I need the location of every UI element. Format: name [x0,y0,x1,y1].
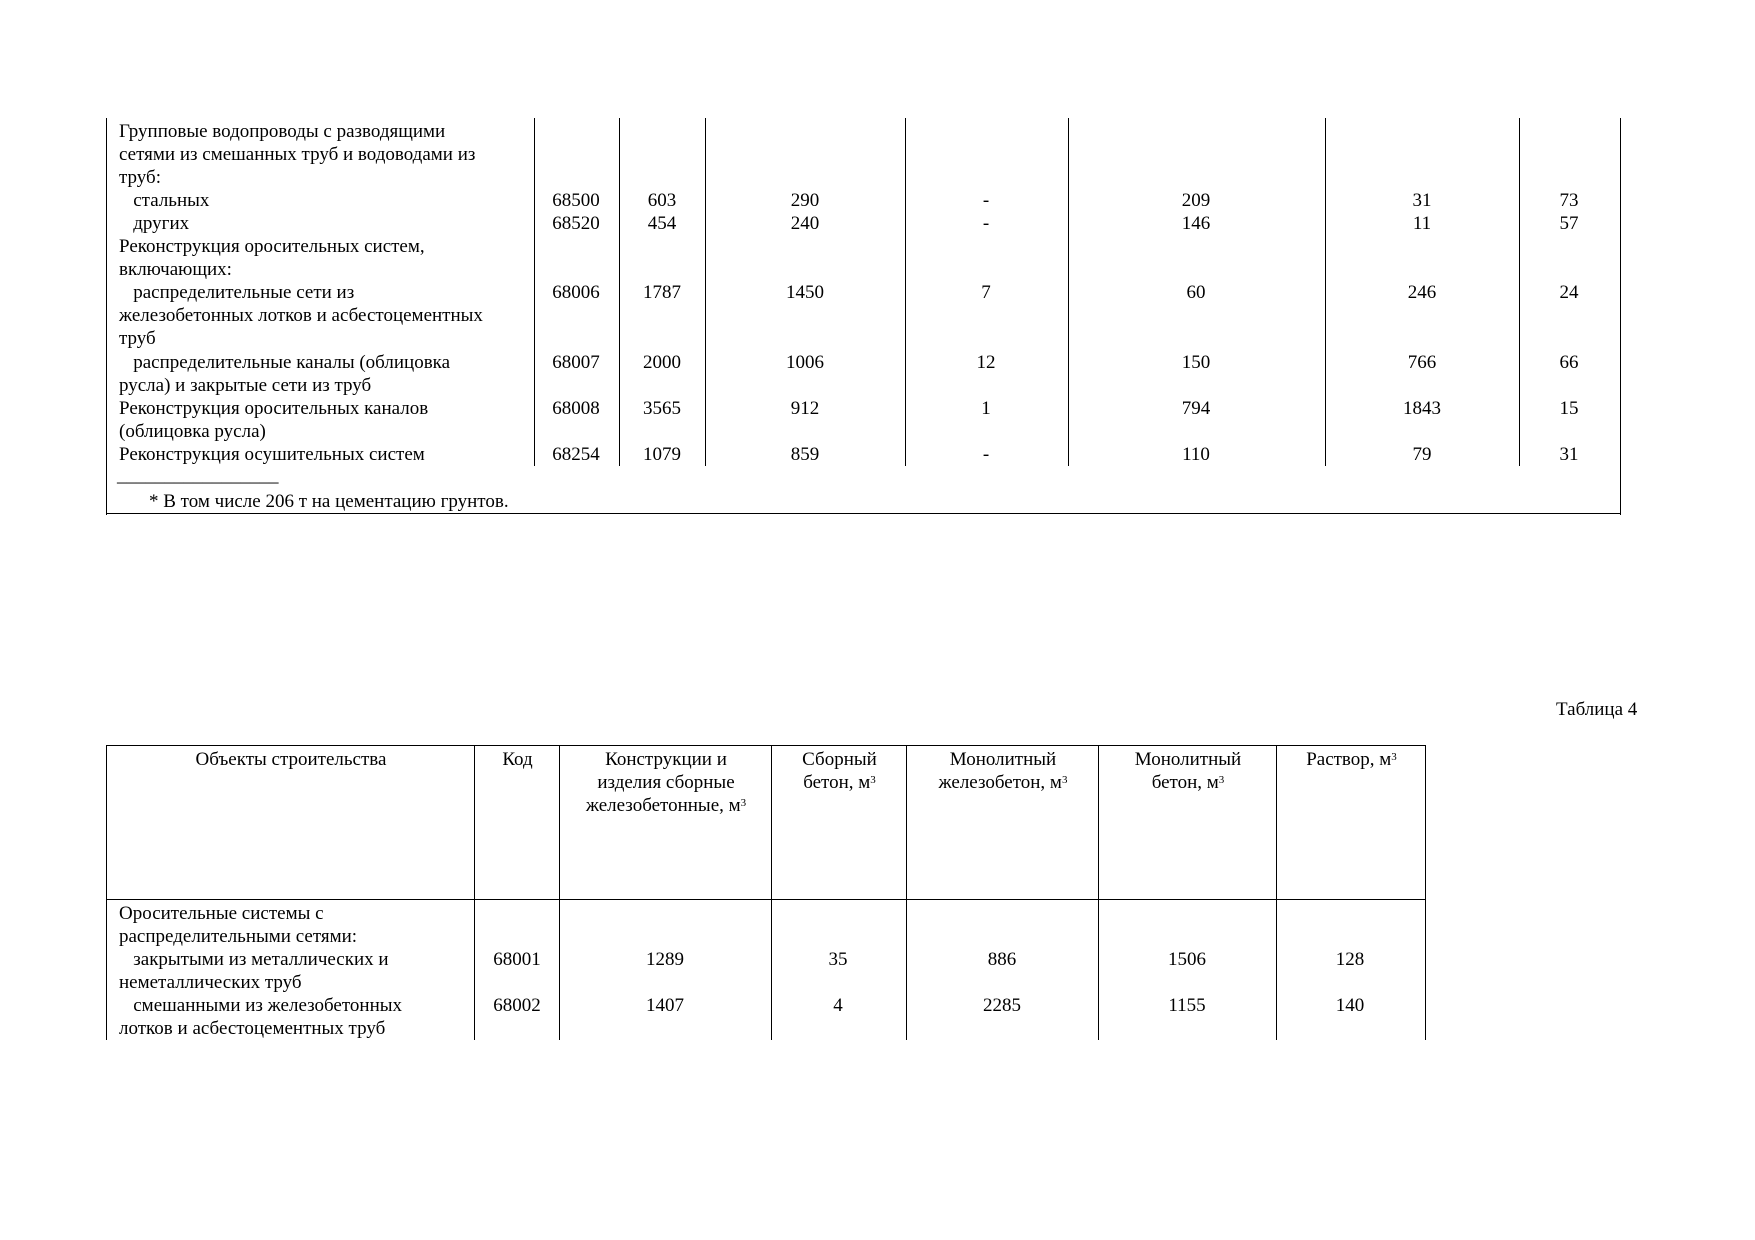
cell-value: 886 [987,949,1017,970]
cell-value: 79 [1412,444,1432,465]
row-label: распределительные сети из железобетонных лотков и асбестоцементных труб [119,282,483,349]
cell-code: 68001 [493,949,541,970]
table-border-bottom [106,513,1621,514]
cell-value: - [982,444,990,465]
cell-value: 859 [790,444,820,465]
cell-value: 73 [1559,190,1579,211]
cell-value: 1407 [646,995,684,1016]
column-divider [619,118,620,466]
header-mortar: Раствор, $м^3$ [1306,749,1397,770]
cell-value: 209 [1181,190,1211,211]
cell-value: 4 [833,995,843,1016]
cell-value: 146 [1181,213,1211,234]
header-objects: Объекты строительства [195,749,387,770]
column-divider [771,745,772,1040]
column-divider [1276,745,1277,1040]
cell-value: 240 [790,213,820,234]
table-border-right [1425,745,1426,1040]
row-label: Реконструкция оросительных каналов (облицовка русла) [119,398,429,442]
cell-value: 1450 [786,282,824,303]
cell-value: 1155 [1168,995,1206,1016]
cell-code: 68500 [552,190,600,211]
cell-value: - [982,190,990,211]
cell-code: 68007 [552,352,600,373]
cell-value: 110 [1182,444,1210,465]
row-label: Оросительные системы с распределительными сетями: [119,903,358,947]
column-divider [559,745,560,1040]
column-divider [534,118,535,466]
header-precast-structures: Конструкции и изделия сборные железобетонные, $м^3$ [585,749,747,816]
cell-value: 12 [976,352,996,373]
column-divider [1325,118,1326,466]
cell-value: 794 [1181,398,1211,419]
cell-value: 15 [1559,398,1579,419]
row-label: других [119,213,190,234]
column-divider [474,745,475,1040]
cell-value: 454 [647,213,677,234]
row-label: Реконструкция оросительных систем, включающих: [119,236,425,280]
cell-value: 766 [1407,352,1437,373]
column-divider [905,118,906,466]
cell-code: 68008 [552,398,600,419]
table-border-right [1620,118,1621,515]
cell-value: 246 [1407,282,1437,303]
cell-value: 603 [647,190,677,211]
cell-value: 290 [790,190,820,211]
footnote-separator: _________________ [117,465,279,486]
header-monolithic-concrete: Монолитный бетон, $м^3$ [1134,749,1242,793]
cell-value: 1079 [643,444,681,465]
row-label: Групповые водопроводы с разводящими сетями из смешанных труб и водоводами из труб: [119,121,476,188]
table-border-left [106,118,107,515]
column-divider [705,118,706,466]
cell-value: 140 [1335,995,1365,1016]
cell-value: 1006 [786,352,824,373]
header-monolithic-reinforced: Монолитный железобетон, $м^3$ [938,749,1068,793]
row-label: закрытыми из металлических и неметаллических труб [119,949,389,993]
cell-value: 24 [1559,282,1579,303]
cell-code: 68006 [552,282,600,303]
column-divider [1098,745,1099,1040]
table-caption: Таблица 4 [1556,699,1638,720]
row-label: Реконструкция осушительных систем [119,444,425,465]
header-precast-concrete: Сборный бетон, $м^3$ [802,749,877,793]
cell-value: 912 [790,398,820,419]
cell-value: 35 [828,949,848,970]
cell-code: 68254 [552,444,600,465]
cell-value: 60 [1186,282,1206,303]
table-border-left [106,745,107,1040]
cell-value: 1787 [643,282,681,303]
cell-value: 31 [1412,190,1432,211]
cell-code: 68002 [493,995,541,1016]
cell-value: 2285 [983,995,1021,1016]
cell-value: - [982,213,990,234]
cell-value: 1843 [1403,398,1441,419]
cell-value: 1289 [646,949,684,970]
cell-value: 7 [981,282,991,303]
cell-value: 1506 [1168,949,1206,970]
cell-value: 1 [981,398,991,419]
header-divider [106,899,1426,900]
cell-value: 128 [1335,949,1365,970]
row-label: смешанными из железобетонных лотков и асбестоцементных труб [119,995,403,1039]
cell-value: 31 [1559,444,1579,465]
cell-value: 3565 [643,398,681,419]
row-label: стальных [119,190,210,211]
cell-value: 2000 [643,352,681,373]
row-label: распределительные каналы (облицовка русла) и закрытые сети из труб [119,352,451,396]
header-code: Код [502,749,533,770]
table-border-top [106,745,1426,746]
column-divider [906,745,907,1040]
column-divider [1519,118,1520,466]
cell-code: 68520 [552,213,600,234]
cell-value: 11 [1412,213,1432,234]
column-divider [1068,118,1069,466]
cell-value: 150 [1181,352,1211,373]
cell-value: 66 [1559,352,1579,373]
cell-value: 57 [1559,213,1579,234]
footnote: * В том числе 206 т на цементацию грунтов. [149,491,509,512]
